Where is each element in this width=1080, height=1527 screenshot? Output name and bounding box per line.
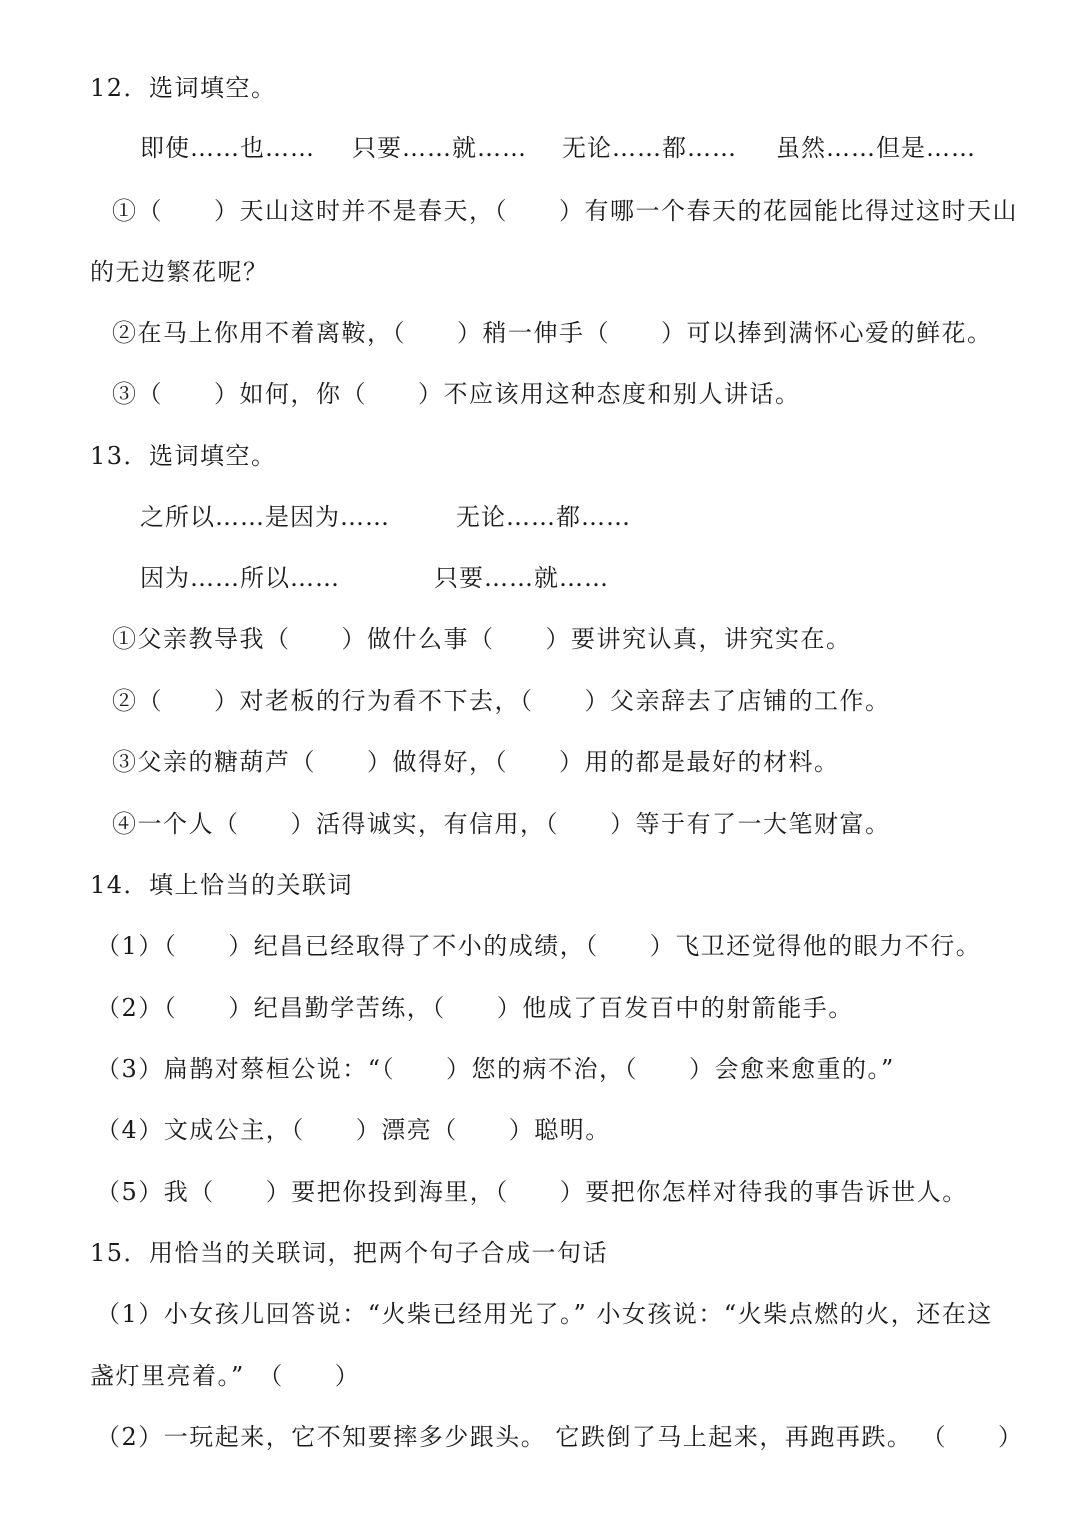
q14-item-3: （3）扁鹊对蔡桓公说：“（ ）您的病不治，（ ）会愈来愈重的。” [96, 1055, 895, 1083]
q12-item-2: ②在马上你用不着离鞍，（ ）稍一伸手（ ）可以捧到满怀心爱的鲜花。 [112, 319, 993, 347]
q13-item-3: ③父亲的糖葫芦（ ）做得好，（ ）用的都是最好的材料。 [112, 748, 840, 776]
q15-item-1-cont: 盏灯里亮着。” （ ） [90, 1362, 361, 1390]
q14-title: 14．填上恰当的关联词 [90, 871, 354, 899]
q12-item-1: ①（ ）天山这时并不是春天，（ ）有哪一个春天的花园能比得过这时天山 [112, 197, 1018, 225]
q15-title: 15．用恰当的关联词，把两个句子合成一句话 [90, 1239, 609, 1267]
q12-option-2: 只要……就…… [352, 134, 527, 162]
q13-option-4: 只要……就…… [434, 564, 609, 592]
q14-item-4: （4）文成公主，（ ）漂亮（ ）聪明。 [96, 1116, 611, 1144]
q12-item-3: ③（ ）如何，你（ ）不应该用这种态度和别人讲话。 [112, 380, 801, 408]
q13-option-3: 因为……所以…… [140, 564, 340, 592]
q14-item-1: （1）（ ）纪昌已经取得了不小的成绩，（ ）飞卫还觉得他的眼力不行。 [96, 932, 982, 960]
q15-item-1: （1）小女孩儿回答说：“火柴已经用光了。” 小女孩说：“火柴点燃的火，还在这 [96, 1300, 993, 1328]
q13-item-2: ②（ ）对老板的行为看不下去，（ ）父亲辞去了店铺的工作。 [112, 687, 891, 715]
q12-option-3: 无论……都…… [562, 134, 737, 162]
q13-item-4: ④一个人（ ）活得诚实，有信用，（ ）等于有了一大笔财富。 [112, 810, 891, 838]
q12-option-4: 虽然……但是…… [776, 134, 976, 162]
q12-option-1: 即使……也…… [140, 134, 315, 162]
q13-item-1: ①父亲教导我（ ）做什么事（ ）要讲究认真，讲究实在。 [112, 625, 852, 653]
q14-item-5: （5）我（ ）要把你投到海里，（ ）要把你怎样对待我的事告诉世人。 [96, 1178, 968, 1206]
q13-title: 13．选词填空。 [90, 442, 277, 470]
q12-item-1-cont: 的无边繁花呢？ [90, 258, 269, 286]
q13-option-2: 无论……都…… [456, 503, 631, 531]
q14-item-2: （2）（ ）纪昌勤学苦练，（ ）他成了百发百中的射箭能手。 [96, 994, 854, 1022]
q13-option-1: 之所以……是因为…… [140, 503, 390, 531]
q15-item-2: （2）一玩起来，它不知要摔多少跟头。 它跌倒了马上起来，再跑再跌。 （ ） [96, 1423, 1024, 1451]
q12-title: 12．选词填空。 [90, 74, 277, 102]
